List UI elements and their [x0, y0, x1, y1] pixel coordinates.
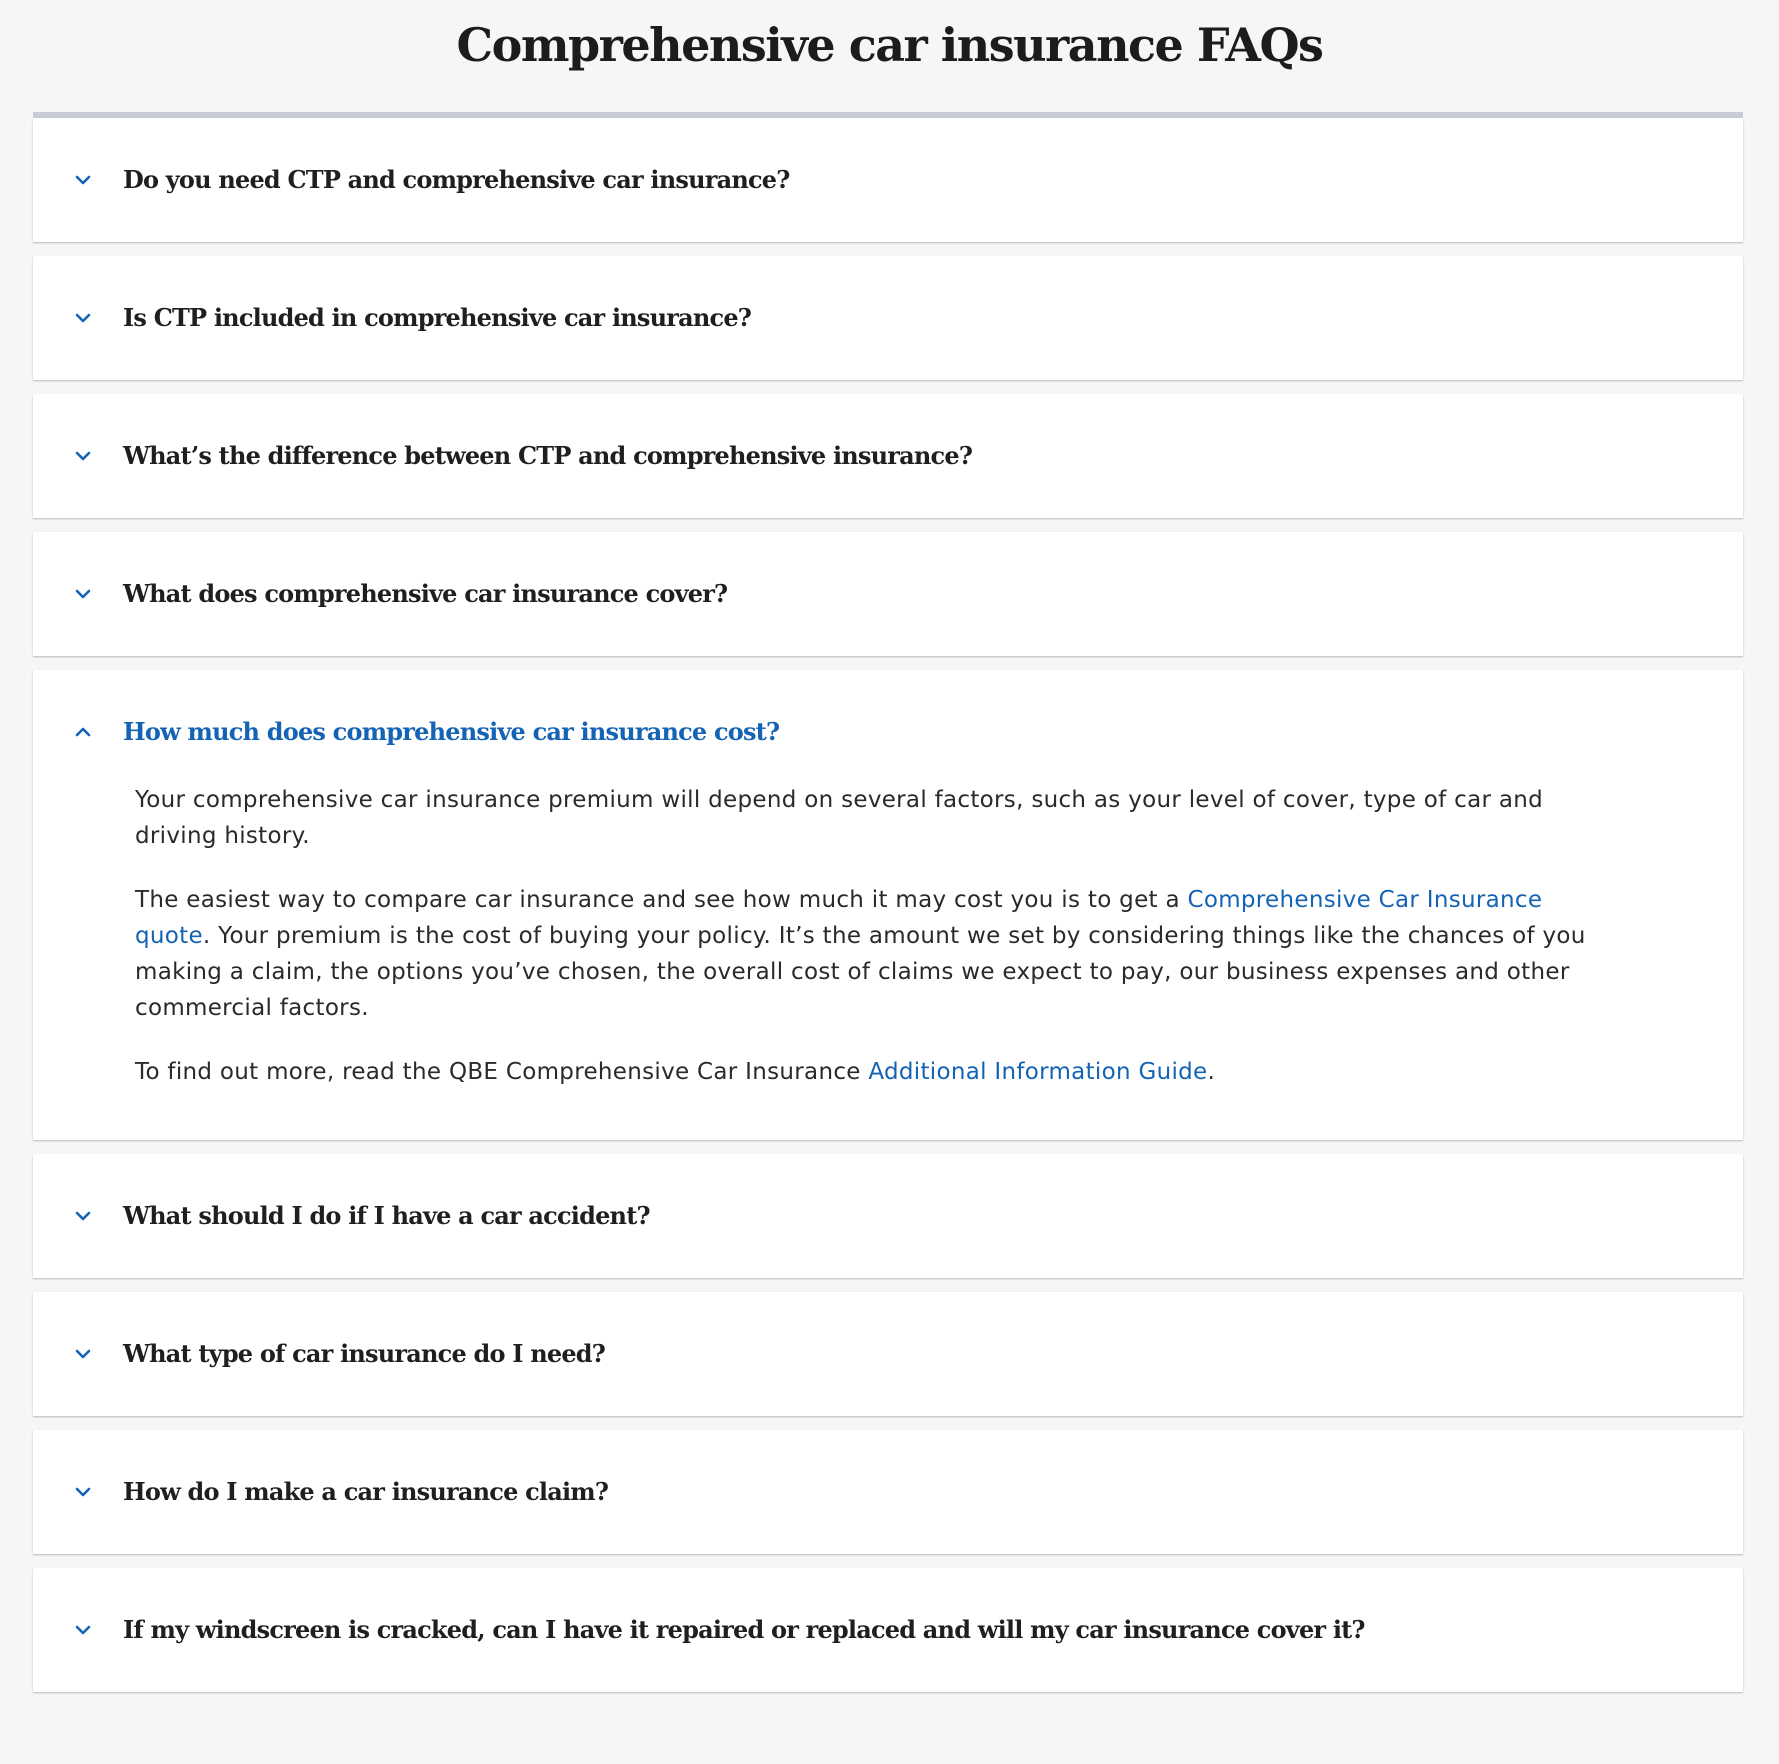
- faq-toggle[interactable]: [33, 394, 1743, 518]
- answer-paragraph: Your comprehensive car insurance premium will depend on several factors, such as your level of cover, type of car and driving history.: [135, 787, 1544, 849]
- chevron-down-icon: [73, 1482, 93, 1502]
- faq-question: What’s the difference between CTP and comprehensive insurance?: [123, 441, 973, 470]
- faq-question: How much does comprehensive car insurance cost?: [123, 717, 780, 746]
- faq-item-expanded: [33, 670, 1743, 1140]
- faq-toggle[interactable]: [33, 1568, 1743, 1692]
- faq-question: How do I make a car insurance claim?: [123, 1477, 609, 1506]
- faq-accordion: [33, 112, 1743, 1706]
- chevron-down-icon: [73, 584, 93, 604]
- faq-question: What does comprehensive car insurance cover?: [123, 579, 728, 608]
- faq-toggle[interactable]: [33, 532, 1743, 656]
- faq-question: Do you need CTP and comprehensive car insurance?: [123, 165, 790, 194]
- faq-toggle[interactable]: [33, 1430, 1743, 1554]
- faq-question: What type of car insurance do I need?: [123, 1339, 606, 1368]
- quote-link[interactable]: Comprehensive Car Insurance quote: [135, 887, 1543, 949]
- faq-toggle[interactable]: [33, 670, 1743, 794]
- answer-paragraph: [135, 882, 1623, 1026]
- chevron-down-icon: [73, 1620, 93, 1640]
- faq-toggle[interactable]: [33, 118, 1743, 242]
- chevron-down-icon: [73, 446, 93, 466]
- faq-toggle[interactable]: [33, 1154, 1743, 1278]
- faq-item: [33, 256, 1743, 380]
- faq-question: If my windscreen is cracked, can I have it repaired or replaced and will my car insurance cover it?: [123, 1615, 1365, 1644]
- faq-item: [33, 1430, 1743, 1554]
- faq-item: [33, 394, 1743, 518]
- faq-question: Is CTP included in comprehensive car insurance?: [123, 303, 752, 332]
- faq-toggle[interactable]: [33, 1292, 1743, 1416]
- answer-paragraph: [135, 1054, 1623, 1090]
- faq-item: [33, 532, 1743, 656]
- chevron-down-icon: [73, 308, 93, 328]
- faq-item: [33, 1568, 1743, 1692]
- faq-item: [33, 118, 1743, 242]
- answer-text: . Your premium is the cost of buying your policy. It’s the amount we set by considering things like the chances of you making a claim, the options you’ve chosen, the overall cost of claims we expect to pay, our business expenses and other commercial factors.: [135, 923, 1586, 1021]
- answer-text: The easiest way to compare car insurance and see how much it may cost you is to get a: [135, 887, 1188, 913]
- faq-answer: [33, 782, 1743, 1140]
- chevron-down-icon: [73, 170, 93, 190]
- faq-item: [33, 1154, 1743, 1278]
- faq-toggle[interactable]: [33, 256, 1743, 380]
- answer-text: .: [1207, 1059, 1216, 1085]
- chevron-up-icon: [73, 722, 93, 742]
- faq-item: [33, 1292, 1743, 1416]
- page-title: Comprehensive car insurance FAQs: [456, 18, 1323, 72]
- chevron-down-icon: [73, 1206, 93, 1226]
- chevron-down-icon: [73, 1344, 93, 1364]
- additional-information-guide-link[interactable]: Additional Information Guide: [868, 1059, 1208, 1085]
- faq-question: What should I do if I have a car accident?: [123, 1201, 650, 1230]
- answer-text: To find out more, read the QBE Comprehensive Car Insurance: [135, 1059, 869, 1085]
